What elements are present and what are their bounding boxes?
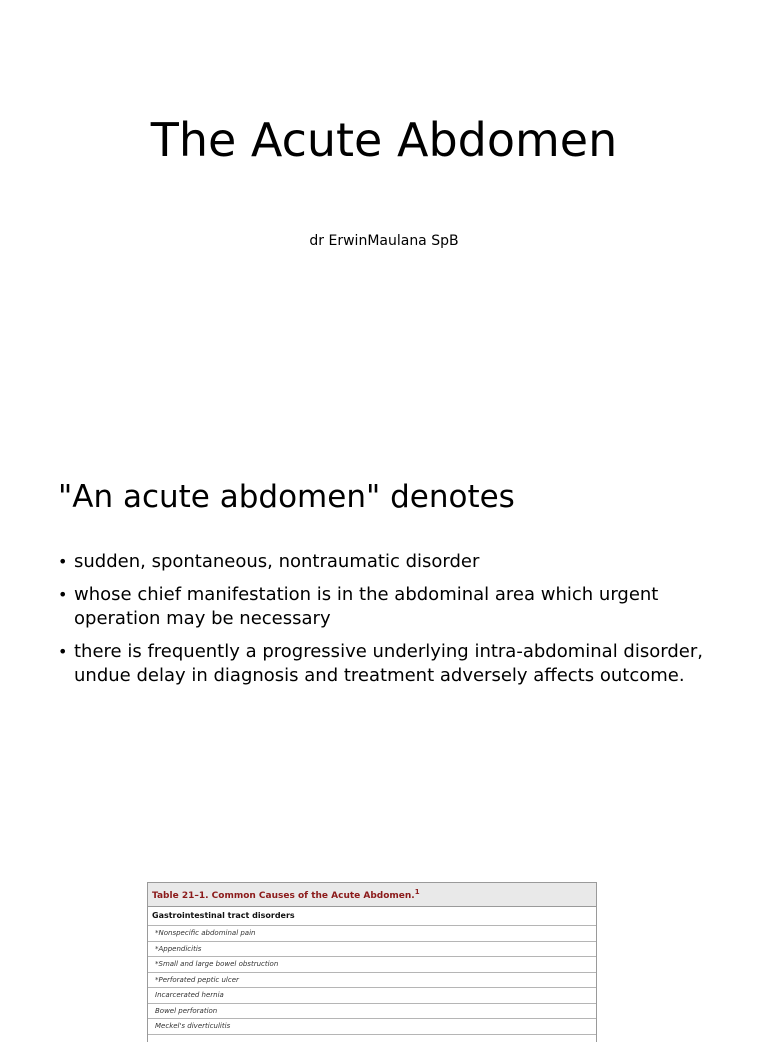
bullet-item: [58, 550, 728, 574]
table-row: Meckel's diverticulitis: [148, 1019, 596, 1035]
definition-slide: [0, 432, 768, 864]
bullet-marker: •: [58, 585, 68, 604]
table-row: *Perforated peptic ulcer: [148, 973, 596, 989]
bullet-text: there is frequently a progressive underlying intra-abdominal disorder, undue delay in diagnosis and treatment adversely affects outcome.: [74, 641, 703, 686]
bullet-item: [58, 640, 728, 688]
table-row: *Nonspecific abdominal pain: [148, 926, 596, 942]
table-caption: [148, 883, 596, 907]
definition-bullet-list: [58, 550, 728, 697]
table-row: Incarcerated hernia: [148, 988, 596, 1004]
definition-title: "An acute abdomen" denotes: [58, 479, 515, 515]
table-caption-reference: 1: [414, 888, 420, 896]
bullet-item: [58, 583, 728, 631]
bullet-marker: •: [58, 642, 68, 661]
table-caption-text: Table 21–1. Common Causes of the Acute Abdomen.: [152, 891, 415, 901]
author-subtitle: dr ErwinMaulana SpB: [309, 233, 459, 249]
presentation-title: The Acute Abdomen: [150, 113, 618, 167]
bullet-marker: •: [58, 552, 68, 571]
bullet-text: sudden, spontaneous, nontraumatic disorder: [74, 551, 480, 572]
causes-table: [147, 882, 597, 1042]
table-row: *Appendicitis: [148, 942, 596, 958]
table-section-header: Gastrointestinal tract disorders: [148, 907, 596, 926]
table-row: Bowel perforation: [148, 1004, 596, 1020]
table-row: *Small and large bowel obstruction: [148, 957, 596, 973]
table-slide: [0, 864, 768, 1030]
bullet-text: whose chief manifestation is in the abdominal area which urgent operation may be necessary: [74, 584, 659, 629]
title-slide: [0, 0, 768, 432]
